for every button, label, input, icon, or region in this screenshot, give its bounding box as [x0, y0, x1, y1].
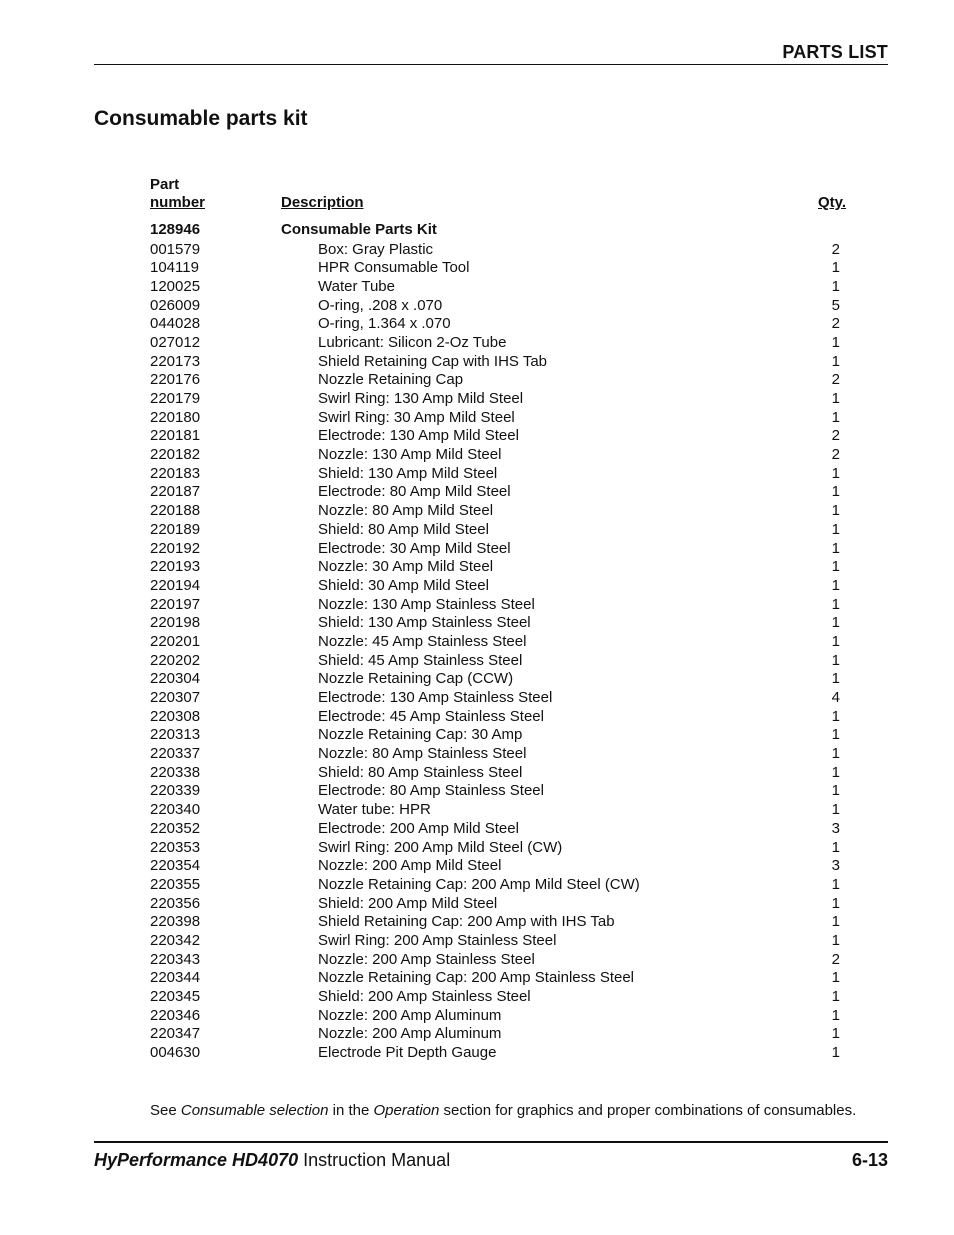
part-number: 220337: [150, 745, 201, 763]
part-qty: 1: [831, 576, 840, 594]
part-description: Shield: 200 Amp Stainless Steel: [318, 988, 531, 1005]
part-number: 220356: [150, 894, 201, 912]
footnote-ref-operation: Operation: [373, 1102, 440, 1119]
kit-description: Consumable Parts Kit: [281, 221, 437, 238]
part-description: Shield: 80 Amp Mild Steel: [318, 520, 489, 538]
part-description: Nozzle: 80 Amp Stainless Steel: [318, 745, 527, 763]
part-number: 220181: [150, 427, 201, 445]
part-number: 220197: [150, 595, 201, 613]
part-qty: 1: [831, 913, 840, 931]
part-description: Electrode: 45 Amp Stainless Steel: [318, 707, 544, 725]
table-row: [0, 782, 954, 801]
table-row: [0, 334, 954, 353]
part-description: Electrode: 30 Amp Mild Steel: [318, 539, 511, 557]
part-description: Swirl Ring: 130 Amp Mild Steel: [318, 390, 524, 407]
part-number: 220355: [150, 875, 201, 893]
table-row: [0, 633, 954, 652]
part-number: 220354: [150, 857, 201, 875]
table-row: [0, 913, 954, 932]
part-qty: 1: [831, 1025, 840, 1043]
table-row: [0, 540, 954, 559]
part-qty: 1: [831, 352, 840, 370]
part-qty: 4: [831, 689, 840, 706]
part-description: Nozzle: 200 Amp Aluminum: [318, 1006, 502, 1024]
part-qty: 1: [831, 745, 840, 763]
table-row: [0, 315, 954, 334]
part-number: 220313: [150, 726, 201, 744]
part-qty: 3: [831, 819, 840, 837]
part-description: Shield: 130 Amp Mild Steel: [318, 464, 498, 482]
table-row: [0, 353, 954, 372]
part-number: 026009: [150, 296, 201, 314]
part-number: 220187: [150, 483, 201, 501]
part-number: 220344: [150, 969, 201, 987]
part-number: 027012: [150, 333, 201, 351]
table-row: [0, 726, 954, 745]
footnote-post: section for graphics and proper combinations of consumables.: [439, 1102, 857, 1119]
table-row: [0, 1007, 954, 1026]
table-row: [0, 521, 954, 540]
part-qty: 1: [831, 259, 840, 277]
part-number: 220176: [150, 371, 201, 389]
part-description: Nozzle Retaining Cap: 30 Amp: [318, 726, 523, 744]
part-qty: 1: [831, 408, 840, 426]
part-number: 120025: [150, 277, 201, 295]
part-qty: 1: [831, 969, 840, 987]
table-row: [0, 278, 954, 297]
footer-product-name: HyPerformance HD4070: [94, 1150, 299, 1170]
table-row: [0, 988, 954, 1007]
part-number: 220343: [150, 950, 201, 968]
part-qty: 1: [831, 558, 840, 576]
table-row: [0, 577, 954, 596]
part-number: 220201: [150, 632, 201, 650]
footer-manual-title: [94, 1150, 450, 1171]
footer-divider: [94, 1141, 888, 1143]
part-qty: 1: [831, 988, 840, 1005]
part-number: 220308: [150, 707, 201, 725]
part-number-header-line2: number: [150, 194, 206, 211]
table-row: [0, 895, 954, 914]
part-qty: 1: [831, 838, 840, 856]
part-number: 220194: [150, 576, 201, 594]
part-qty: 2: [831, 427, 840, 445]
part-qty: 2: [831, 371, 840, 389]
table-row: [0, 241, 954, 260]
part-number: 220192: [150, 539, 201, 557]
part-description: HPR Consumable Tool: [318, 259, 470, 277]
table-row: [0, 745, 954, 764]
table-row: [0, 558, 954, 577]
part-qty: 1: [831, 651, 840, 669]
part-qty: 5: [831, 296, 840, 314]
qty-header: Qty.: [818, 194, 847, 211]
table-row: [0, 801, 954, 820]
part-qty: 1: [831, 333, 840, 351]
part-qty: 1: [831, 707, 840, 725]
part-description: Electrode: 130 Amp Stainless Steel: [318, 689, 553, 706]
part-description: Shield: 80 Amp Stainless Steel: [318, 763, 523, 781]
part-number: 001579: [150, 240, 201, 258]
part-number: 220179: [150, 390, 201, 407]
part-qty: 1: [831, 520, 840, 538]
part-description: O-ring, 1.364 x .070: [318, 315, 451, 333]
page-number: 6-13: [851, 1150, 888, 1170]
part-qty: 3: [831, 857, 840, 875]
part-number: 220340: [150, 801, 201, 819]
table-row: [0, 764, 954, 783]
part-description: Water Tube: [318, 277, 395, 295]
part-number: 104119: [150, 259, 199, 277]
part-qty: 1: [831, 614, 840, 632]
part-description: Nozzle Retaining Cap: [318, 371, 464, 389]
part-qty: 2: [831, 240, 840, 258]
part-qty: 1: [831, 782, 840, 800]
table-row: [0, 652, 954, 671]
part-description: Lubricant: Silicon 2-Oz Tube: [318, 333, 507, 351]
table-row: [0, 1044, 954, 1063]
part-number: 004630: [150, 1044, 201, 1062]
table-row: [0, 446, 954, 465]
part-description: Nozzle: 30 Amp Mild Steel: [318, 558, 494, 576]
part-description: Shield Retaining Cap with IHS Tab: [318, 352, 548, 370]
table-row: [0, 951, 954, 970]
table-row: [0, 427, 954, 446]
part-number: 220189: [150, 520, 201, 538]
part-description: Electrode: 80 Amp Stainless Steel: [318, 782, 544, 800]
header-divider: [94, 64, 888, 65]
footnote-mid: in the: [328, 1102, 374, 1119]
table-row: [0, 932, 954, 951]
part-number: 220202: [150, 651, 201, 669]
part-description: Electrode: 80 Amp Mild Steel: [318, 483, 511, 501]
part-description: Shield: 200 Amp Mild Steel: [318, 894, 498, 912]
part-number: 220346: [150, 1006, 201, 1024]
section-header: PARTS LIST: [782, 42, 888, 62]
table-row: [0, 969, 954, 988]
part-description: Electrode: 200 Amp Mild Steel: [318, 819, 519, 837]
part-description: Nozzle: 80 Amp Mild Steel: [318, 502, 494, 520]
part-qty: 1: [831, 894, 840, 912]
part-number: 220173: [150, 352, 201, 370]
part-number: 220304: [150, 670, 201, 688]
part-qty: 1: [831, 390, 840, 407]
part-description: Nozzle: 200 Amp Mild Steel: [318, 857, 502, 875]
part-qty: 1: [831, 277, 840, 295]
table-row: [0, 297, 954, 316]
part-number: 220307: [150, 689, 201, 706]
part-number: 220345: [150, 988, 201, 1005]
part-qty: 1: [831, 483, 840, 501]
part-number: 044028: [150, 315, 201, 333]
table-row: [0, 465, 954, 484]
part-description: Nozzle: 200 Amp Aluminum: [318, 1025, 502, 1043]
part-number: 220338: [150, 763, 201, 781]
part-number: 220180: [150, 408, 201, 426]
part-number: 220398: [150, 913, 201, 931]
part-qty: 1: [831, 632, 840, 650]
part-description: Box: Gray Plastic: [318, 240, 434, 258]
footnote-pre: See: [150, 1102, 181, 1119]
part-description: Electrode Pit Depth Gauge: [318, 1044, 497, 1062]
part-description: Nozzle: 130 Amp Mild Steel: [318, 446, 502, 464]
part-qty: 2: [831, 446, 840, 464]
part-description: Swirl Ring: 30 Amp Mild Steel: [318, 408, 515, 426]
kit-row: [0, 221, 954, 240]
part-number: 220188: [150, 502, 201, 520]
part-qty: 1: [831, 595, 840, 613]
part-qty: 1: [831, 726, 840, 744]
part-description: Swirl Ring: 200 Amp Mild Steel (CW): [318, 838, 563, 856]
part-number: 220352: [150, 819, 201, 837]
table-row: [0, 1025, 954, 1044]
part-qty: 1: [831, 464, 840, 482]
part-description: Water tube: HPR: [318, 801, 431, 819]
part-number: 220342: [150, 931, 201, 949]
part-number: 220353: [150, 838, 201, 856]
part-qty: 1: [831, 931, 840, 949]
table-row: [0, 259, 954, 278]
table-row: [0, 876, 954, 895]
table-row: [0, 390, 954, 409]
part-qty: 1: [831, 539, 840, 557]
footer-doc-type: Instruction Manual: [298, 1150, 451, 1170]
part-number-header-line1: Part: [150, 176, 180, 193]
table-row: [0, 839, 954, 858]
table-row: [0, 614, 954, 633]
table-row: [0, 502, 954, 521]
table-row: [0, 708, 954, 727]
part-number: 220193: [150, 558, 201, 576]
part-number: 220182: [150, 446, 201, 464]
part-qty: 1: [831, 875, 840, 893]
table-row: [0, 670, 954, 689]
table-row: [0, 596, 954, 615]
table-row: [0, 483, 954, 502]
part-qty: 1: [831, 801, 840, 819]
table-row: [0, 409, 954, 428]
part-description: Nozzle Retaining Cap (CCW): [318, 670, 514, 688]
part-number: 220183: [150, 464, 201, 482]
table-row: [0, 689, 954, 708]
footnote: [150, 1102, 856, 1119]
table-row: [0, 857, 954, 876]
kit-part-number: 128946: [150, 221, 201, 238]
description-header: Description: [281, 194, 364, 211]
page-title: Consumable parts kit: [94, 107, 308, 130]
part-description: Shield: 45 Amp Stainless Steel: [318, 651, 523, 669]
part-number: 220198: [150, 614, 201, 632]
part-description: Swirl Ring: 200 Amp Stainless Steel: [318, 931, 557, 949]
part-qty: 1: [831, 670, 840, 688]
footnote-ref-consumable-selection: Consumable selection: [180, 1102, 329, 1119]
part-number: 220339: [150, 782, 201, 800]
part-description: Nozzle: 130 Amp Stainless Steel: [318, 595, 535, 613]
parts-list: [0, 241, 954, 1063]
part-description: Nozzle: 200 Amp Stainless Steel: [318, 950, 535, 968]
part-description: Nozzle Retaining Cap: 200 Amp Stainless Steel: [318, 969, 635, 987]
part-number: 220347: [150, 1025, 201, 1043]
part-qty: 1: [831, 1006, 840, 1024]
part-qty: 1: [831, 1044, 840, 1062]
table-row: [0, 820, 954, 839]
part-qty: 1: [831, 502, 840, 520]
table-row: [0, 371, 954, 390]
part-description: Nozzle: 45 Amp Stainless Steel: [318, 632, 527, 650]
part-description: Shield Retaining Cap: 200 Amp with IHS Tab: [318, 913, 615, 931]
part-description: Nozzle Retaining Cap: 200 Amp Mild Steel (CW): [318, 875, 640, 893]
part-description: Shield: 30 Amp Mild Steel: [318, 576, 489, 594]
part-description: Shield: 130 Amp Stainless Steel: [318, 614, 531, 632]
part-qty: 1: [831, 763, 840, 781]
part-description: Electrode: 130 Amp Mild Steel: [318, 427, 519, 445]
part-description: O-ring, .208 x .070: [318, 296, 443, 314]
part-qty: 2: [831, 950, 840, 968]
part-qty: 2: [831, 315, 840, 333]
